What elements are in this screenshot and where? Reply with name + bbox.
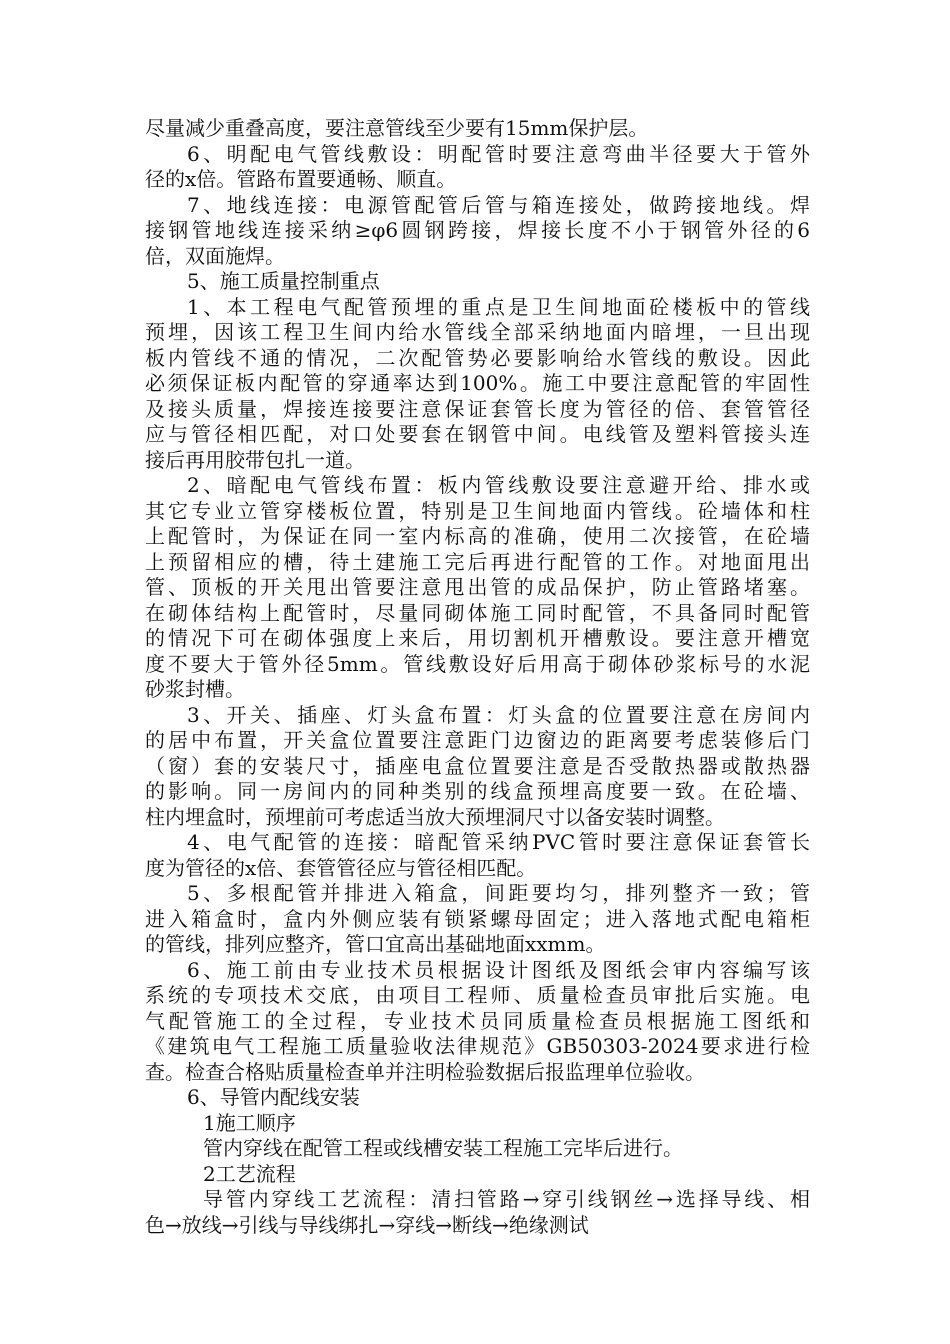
text-line: 砂浆封槽。 — [145, 677, 245, 701]
text-line: 5、多根配管并排进入箱盒，间距要均匀，排列整齐一致；管 — [187, 881, 810, 905]
text-line: 气配管施工的全过程，专业技术员同质量检查员根据施工图纸和 — [145, 1008, 810, 1033]
text-line: 2、暗配电气管线布置：板内管线敷设要注意避开给、排水或 — [187, 473, 810, 497]
text-line: 进入箱盒时，盒内外侧应装有锁紧螺母固定；进入落地式配电箱柜 — [145, 906, 810, 931]
text-line: 7、地线连接：电源管配管后管与箱连接处，做跨接地线。焊 — [187, 192, 810, 217]
text-line: 上预留相应的槽，待土建施工完后再进行配管的工作。对地面甩出 — [145, 549, 810, 574]
text-line: 板内管线不通的情况，二次配管势必要影响给水管线的敷设。因此 — [145, 345, 810, 370]
text-line: 预埋，因该工程卫生间内给水管线全部采纳地面内暗埋，一旦出现 — [145, 320, 810, 344]
text-line: 径的x倍。管路布置要通畅、顺直。 — [145, 167, 457, 191]
text-line: 导管内穿线工艺流程：清扫管路→穿引线钢丝→选择导线、相 — [203, 1187, 810, 1211]
text-line: 色→放线→引线与导线绑扎→穿线→断线→绝缘测试 — [145, 1212, 589, 1237]
text-line: 管、顶板的开关甩出管要注意甩出管的成品保护，防止管路堵塞。 — [145, 575, 810, 599]
text-line: 的居中布置，开关盒位置要注意距门边窗边的距离要考虑装修后门 — [145, 728, 810, 752]
text-line: 4、电气配管的连接：暗配管采纳PVC管时要注意保证套管长 — [187, 830, 810, 854]
text-line: 《建筑电气工程施工质量验收法律规范》GB50303-2024要求进行检 — [145, 1034, 810, 1058]
text-line: 的管线，排列应整齐，管口宜高出基础地面xxmm。 — [145, 932, 606, 956]
section-heading: 6、导管内配线安装 — [187, 1085, 360, 1109]
text-line: 及接头质量，焊接连接要注意保证套管长度为管径的倍、套管管径 — [145, 396, 810, 421]
text-line: 在砌体结构上配管时，尽量同砌体施工同时配管，不具备同时配管 — [145, 600, 810, 625]
text-line: 度为管径的x倍、套管管径应与管径相匹配。 — [145, 855, 537, 880]
text-line: 3、开关、插座、灯头盒布置：灯头盒的位置要注意在房间内 — [187, 702, 810, 727]
text-line: 6、施工前由专业技术员根据设计图纸及图纸会审内容编写该 — [187, 957, 810, 982]
text-line: 柱内埋盒时，预埋前可考虑适当放大预埋洞尺寸以备安装时调整。 — [145, 804, 725, 829]
text-line: 接后再用胶带包扎一道。 — [145, 447, 365, 472]
text-line: 接钢管地线连接采纳≥φ6圆钢跨接，焊接长度不小于钢管外径的6 — [145, 218, 810, 242]
text-line: 的情况下可在砌体强度上来后，用切割机开槽敷设。要注意开槽宽 — [145, 626, 810, 650]
text-line: 查。检查合格贴质量检查单并注明检验数据后报监理单位验收。 — [145, 1059, 705, 1084]
text-line: 上配管时，为保证在同一室内标高的准确，使用二次接管，在砼墙 — [145, 524, 810, 548]
subsection-heading: 2工艺流程 — [203, 1161, 296, 1186]
document-body — [145, 116, 810, 1238]
text-line: 倍，双面施焊。 — [145, 243, 285, 268]
text-line: 1、本工程电气配管预埋的重点是卫生间地面砼楼板中的管线 — [187, 294, 810, 319]
text-line: 必须保证板内配管的穿通率达到100%。施工中要注意配管的牢固性 — [145, 371, 810, 395]
text-line: 系统的专项技术交底，由项目工程师、质量检查员审批后实施。电 — [145, 983, 810, 1007]
text-line: 的影响。同一房间内的同种类别的线盒预埋高度要一致。在砼墙、 — [145, 779, 810, 803]
text-line: 应与管径相匹配，对口处要套在钢管中间。电线管及塑料管接头连 — [145, 422, 810, 446]
subsection-heading: 1施工顺序 — [203, 1110, 296, 1135]
text-line: （窗）套的安装尺寸，插座电盒位置要注意是否受散热器或散热器 — [145, 753, 810, 778]
text-line: 尽量减少重叠高度，要注意管线至少要有15mm保护层。 — [145, 116, 649, 140]
text-line: 管内穿线在配管工程或线槽安装工程施工完毕后进行。 — [203, 1136, 683, 1160]
section-heading: 5、施工质量控制重点 — [187, 269, 380, 293]
text-line: 其它专业立管穿楼板位置，特别是卫生间地面内管线。砼墙体和柱 — [145, 498, 810, 523]
text-line: 度不要大于管外径5mm。管线敷设好后用高于砌体砂浆标号的水泥 — [145, 651, 810, 676]
text-line: 6、明配电气管线敷设：明配管时要注意弯曲半径要大于管外 — [187, 141, 810, 166]
